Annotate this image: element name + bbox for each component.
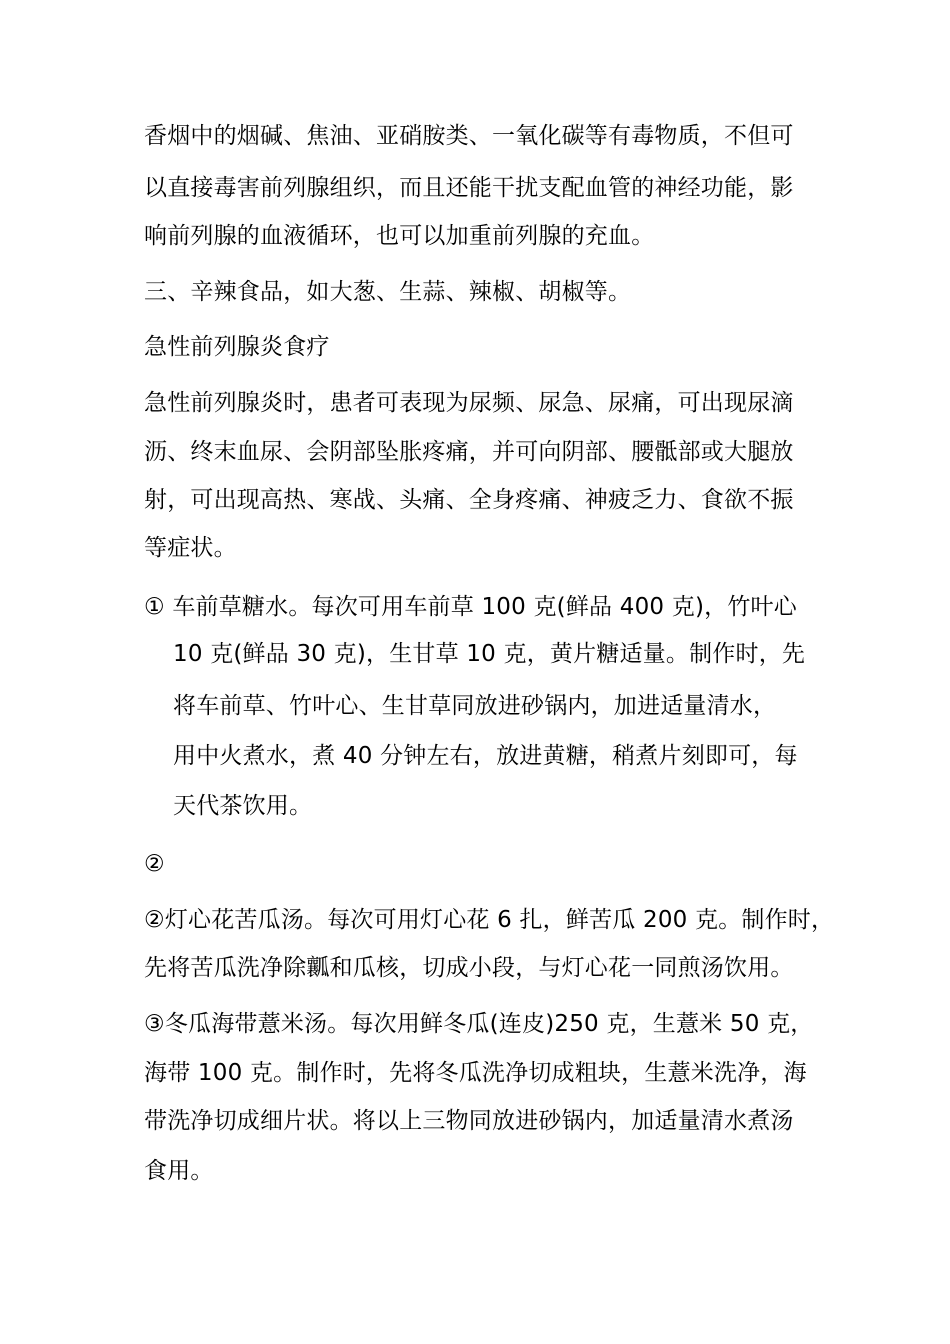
paragraph-line: 等症状。 [144,535,237,561]
paragraph-line: 沥、终末血尿、会阴部坠胀疼痛，并可向阴部、腰骶部或大腿放 [144,439,794,465]
paragraph-line: ②灯心花苦瓜汤。每次可用灯心花 6 扎，鲜苦瓜 200 克。制作时， [144,907,835,933]
paragraph-line: 以直接毒害前列腺组织，而且还能干扰支配血管的神经功能，影 [144,175,794,201]
paragraph-line: 响前列腺的血液循环，也可以加重前列腺的充血。 [144,223,655,249]
paragraph-line: 三、辛辣食品，如大葱、生蒜、辣椒、胡椒等。 [144,279,632,305]
list-item-line: 用中火煮水，煮 40 分钟左右，放进黄糖，稍煮片刻即可，每 [173,743,798,769]
section-heading: 急性前列腺炎食疗 [144,334,330,360]
paragraph-line: 急性前列腺炎时，患者可表现为尿频、尿急、尿痛，可出现尿滴 [144,390,794,416]
paragraph-line: 带洗净切成细片状。将以上三物同放进砂锅内，加适量清水煮汤 [144,1108,794,1134]
paragraph-line: 射，可出现高热、寒战、头痛、全身疼痛、神疲乏力、食欲不振 [144,487,794,513]
list-item-line: 将车前草、竹叶心、生甘草同放进砂锅内，加进适量清水， [173,693,777,719]
list-item-line: ① 车前草糖水。每次可用车前草 100 克(鲜品 400 克)，竹叶心 [144,594,797,620]
paragraph-line: 香烟中的烟碱、焦油、亚硝胺类、一氧化碳等有毒物质，不但可 [144,123,794,149]
paragraph-line: 食用。 [144,1158,214,1184]
list-item-line: 10 克(鲜品 30 克)，生甘草 10 克，黄片糖适量。制作时，先 [173,641,806,667]
paragraph-line: 海带 100 克。制作时，先将冬瓜洗净切成粗块，生薏米洗净，海 [144,1060,807,1086]
list-marker-line: ② [144,851,165,877]
list-item-line: 天代茶饮用。 [173,793,313,819]
paragraph-line: ③冬瓜海带薏米汤。每次用鲜冬瓜(连皮)250 克，生薏米 50 克， [144,1011,814,1037]
paragraph-line: 先将苦瓜洗净除瓤和瓜核，切成小段，与灯心花一同煎汤饮用。 [144,955,794,981]
